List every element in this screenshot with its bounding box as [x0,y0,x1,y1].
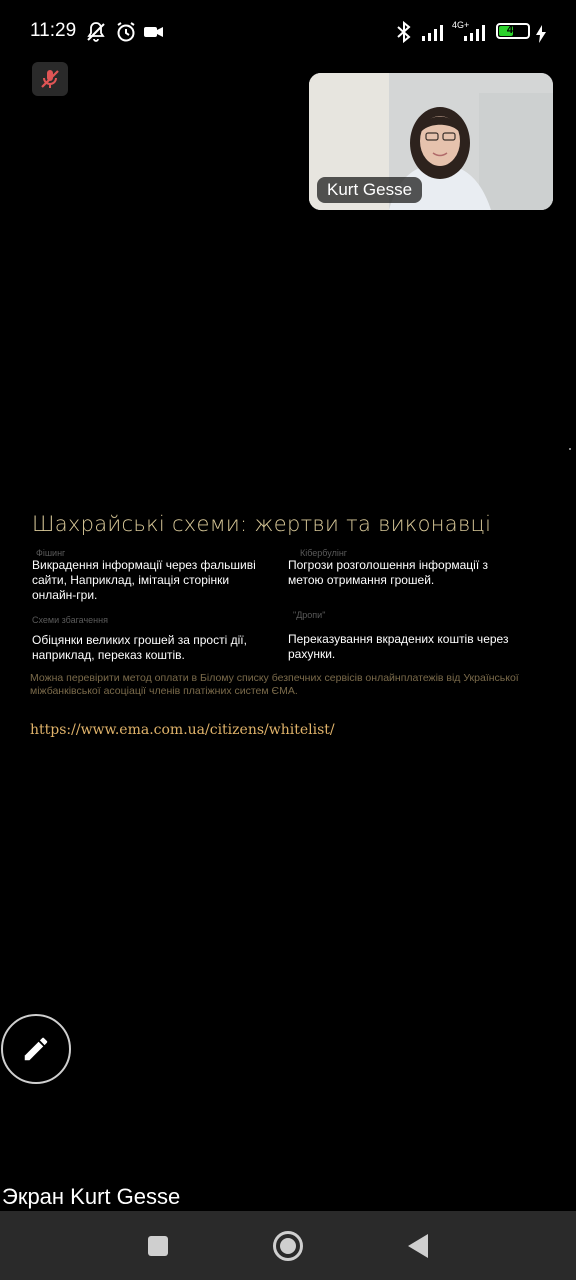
battery-level: 48 [506,24,520,36]
home-button[interactable] [271,1229,305,1263]
section-text-cyberbullying: Погрози розголошення інформації з метою отримання грошей. [288,558,489,587]
network-type: 4G+ [452,20,470,30]
navigation-bar [0,1211,576,1280]
signal-4g-icon [462,20,488,44]
participant-video-tile[interactable] [309,73,553,210]
home-circle-icon [272,1230,304,1262]
status-time: 11:29 [30,20,77,41]
recents-button[interactable] [141,1229,175,1263]
section-label-cyberbullying: Кібербулінг [300,548,348,558]
section-text-enrichment: Обіцянки великих грошей за прості дії, наприклад, переказ коштів. [32,633,247,662]
mic-off-icon [38,67,62,91]
back-triangle-icon [406,1233,430,1259]
annotate-button[interactable] [1,1014,71,1084]
section-label-enrichment: Схеми збагачення [32,615,108,625]
slide-note: Можна перевірити метод оплати в Білому списку безпечних сервісів онлайнплатежів від Української міжбанківської асоціації членів платіжних систем ЄМА. [30,672,519,697]
section-text-phishing: Викрадення інформації через фальшиві сайти, Наприклад, імітація сторінки онлайн-гри. [32,558,256,602]
video-camera-icon [142,20,166,44]
battery-icon [496,23,530,39]
screen-share-caption: Экран Kurt Gesse [2,1184,181,1209]
square-icon [147,1235,169,1257]
status-bar [0,0,576,64]
section-label-phishing: Фішинг [36,548,66,558]
slide-title: Шахрайські схеми: жертви та виконавці [32,512,492,536]
notifications-off-icon [84,20,108,44]
mic-toggle-button[interactable] [32,62,68,96]
decorative-dot [569,448,571,450]
pencil-icon [21,1034,51,1064]
alarm-icon [114,20,138,44]
charging-icon [534,22,548,46]
section-label-drops: "Дропи" [293,610,326,620]
bluetooth-icon [393,20,415,44]
participant-name-label: Kurt Gesse [317,177,422,203]
signal-icon [420,20,446,44]
shared-slide [0,500,576,760]
whitelist-link[interactable]: https://www.ema.com.ua/citizens/whitelist/ [30,722,335,738]
back-button[interactable] [401,1229,435,1263]
section-text-drops: Переказування вкрадених коштів через рахунки. [288,632,509,661]
